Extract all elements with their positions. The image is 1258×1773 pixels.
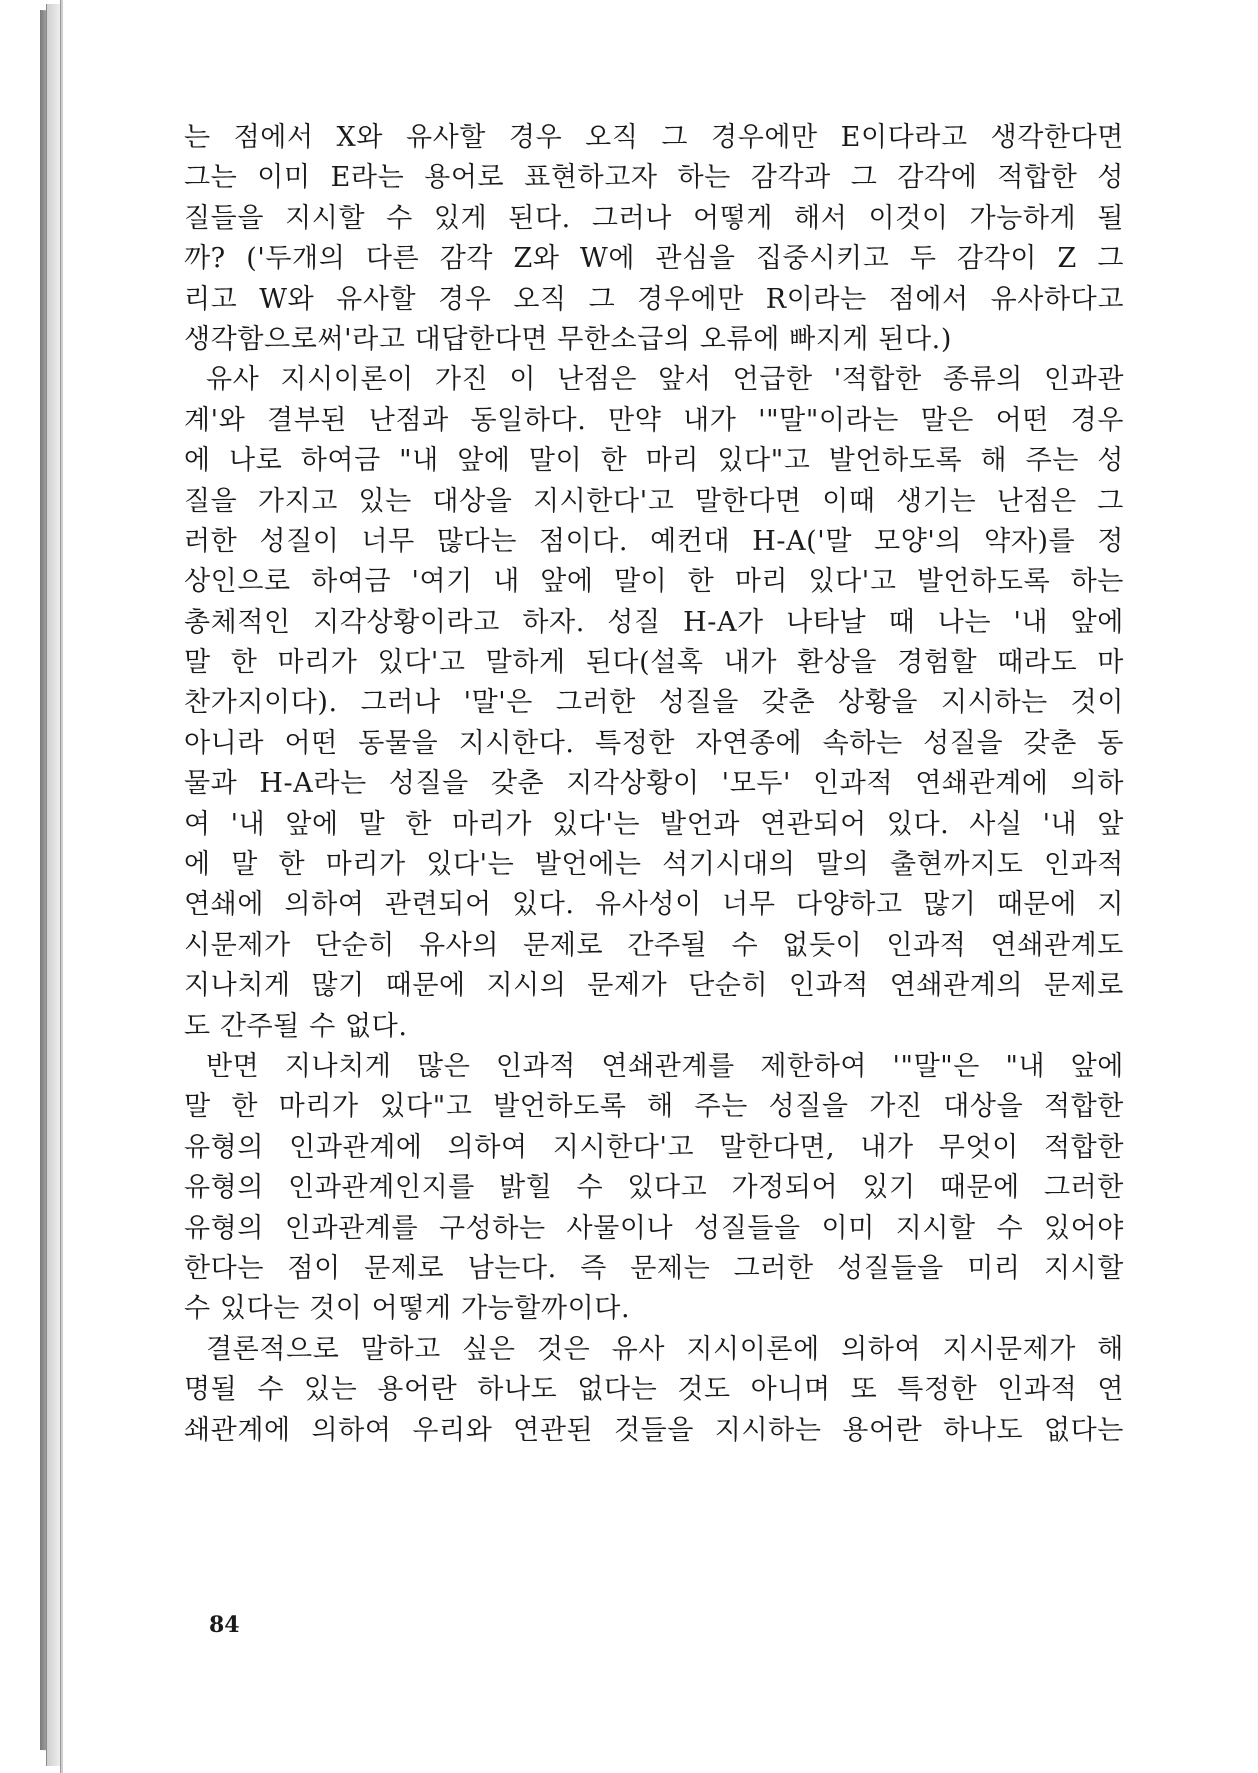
- text-line: 쇄관계에 의하여 우리와 연관된 것들을 지시하는 용어란 하나도 없다는: [184, 1414, 1124, 1446]
- text-line: 상인으로 하여금 '여기 내 앞에 말이 한 마리 있다'고 발언하도록 하는: [184, 566, 1124, 598]
- text-line: 리고 W와 유사할 경우 오직 그 경우에만 R이라는 점에서 유사하다고: [184, 283, 1124, 315]
- text-line: 찬가지이다). 그러나 '말'은 그러한 성질을 갖춘 상황을 지시하는 것이: [184, 687, 1124, 719]
- text-line: 말 한 마리가 있다'고 말하게 된다(설혹 내가 환상을 경험할 때라도 마: [184, 647, 1124, 679]
- text-line: 여 '내 앞에 말 한 마리가 있다'는 발언과 연관되어 있다. 사실 '내 앞: [184, 808, 1124, 840]
- text-line: 지나치게 많기 때문에 지시의 문제가 단순히 인과적 연쇄관계의 문제로: [184, 970, 1124, 1002]
- text-line: 러한 성질이 너무 많다는 점이다. 예컨대 H-A('말 모양'의 약자)를 정: [184, 525, 1124, 557]
- text-line: 까? ('두개의 다른 감각 Z와 W에 관심을 집중시키고 두 감각이 Z 그: [184, 243, 1124, 275]
- body-text: [184, 118, 1124, 1451]
- text-line: 명될 수 있는 용어란 하나도 없다는 것도 아니며 또 특정한 인과적 연: [184, 1374, 1124, 1406]
- paragraph-first-line: 유사 지시이론이 가진 이 난점은 앞서 언급한 '적합한 종류의 인과관: [206, 364, 1124, 396]
- text-line: 질들을 지시할 수 있게 된다. 그러나 어떻게 해서 이것이 가능하게 될: [184, 202, 1124, 234]
- text-line: 는 점에서 X와 유사할 경우 오직 그 경우에만 E이다라고 생각한다면: [184, 122, 1124, 153]
- text-line: 아니라 어떤 동물을 지시한다. 특정한 자연종에 속하는 성질을 갖춘 동: [184, 727, 1124, 759]
- paragraph-first-line: 반면 지나치게 많은 인과적 연쇄관계를 제한하여 '"말"은 "내 앞에: [206, 1050, 1124, 1082]
- text-line: 계'와 결부된 난점과 동일하다. 만약 내가 '"말"이라는 말은 어떤 경우: [184, 404, 1124, 436]
- text-line: 유형의 인과관계를 구성하는 사물이나 성질들을 이미 지시할 수 있어야: [184, 1212, 1124, 1244]
- text-line: 에 말 한 마리가 있다'는 발언에는 석기시대의 말의 출현까지도 인과적: [184, 849, 1124, 881]
- text-line: 연쇄에 의하여 관련되어 있다. 유사성이 너무 다양하고 많기 때문에 지: [184, 889, 1124, 921]
- text-line: 도 간주될 수 없다.: [184, 1010, 408, 1042]
- text-line: 에 나로 하여금 "내 앞에 말이 한 마리 있다"고 발언하도록 해 주는 성: [184, 445, 1124, 477]
- paragraph-first-line: 결론적으로 말하고 싶은 것은 유사 지시이론에 의하여 지시문제가 해: [206, 1333, 1124, 1365]
- text-line: 유형의 인과관계에 의하여 지시한다'고 말한다면, 내가 무엇이 적합한: [184, 1131, 1124, 1163]
- text-line: 물과 H-A라는 성질을 갖춘 지각상황이 '모두' 인과적 연쇄관계에 의하: [184, 768, 1124, 800]
- text-line: 총체적인 지각상황이라고 하자. 성질 H-A가 나타날 때 나는 '내 앞에: [184, 606, 1124, 638]
- text-line: 유형의 인과관계인지를 밝힐 수 있다고 가정되어 있기 때문에 그러한: [184, 1172, 1124, 1204]
- text-line: 질을 가지고 있는 대상을 지시한다'고 말한다면 이때 생기는 난점은 그: [184, 485, 1124, 517]
- text-line: 그는 이미 E라는 용어로 표현하고자 하는 감각과 그 감각에 적합한 성: [184, 162, 1124, 194]
- text-line: 생각함으로써'라고 대답한다면 무한소급의 오류에 빠지게 된다.): [184, 323, 952, 355]
- text-line: 말 한 마리가 있다"고 발언하도록 해 주는 성질을 가진 대상을 적합한: [184, 1091, 1124, 1123]
- page-number: 84: [209, 1612, 240, 1638]
- text-line: 수 있다는 것이 어떻게 가능할까이다.: [184, 1293, 631, 1325]
- text-line: 한다는 점이 문제로 남는다. 즉 문제는 그러한 성질들을 미리 지시할: [184, 1252, 1124, 1284]
- text-line: 시문제가 단순히 유사의 문제로 간주될 수 없듯이 인과적 연쇄관계도: [184, 929, 1124, 961]
